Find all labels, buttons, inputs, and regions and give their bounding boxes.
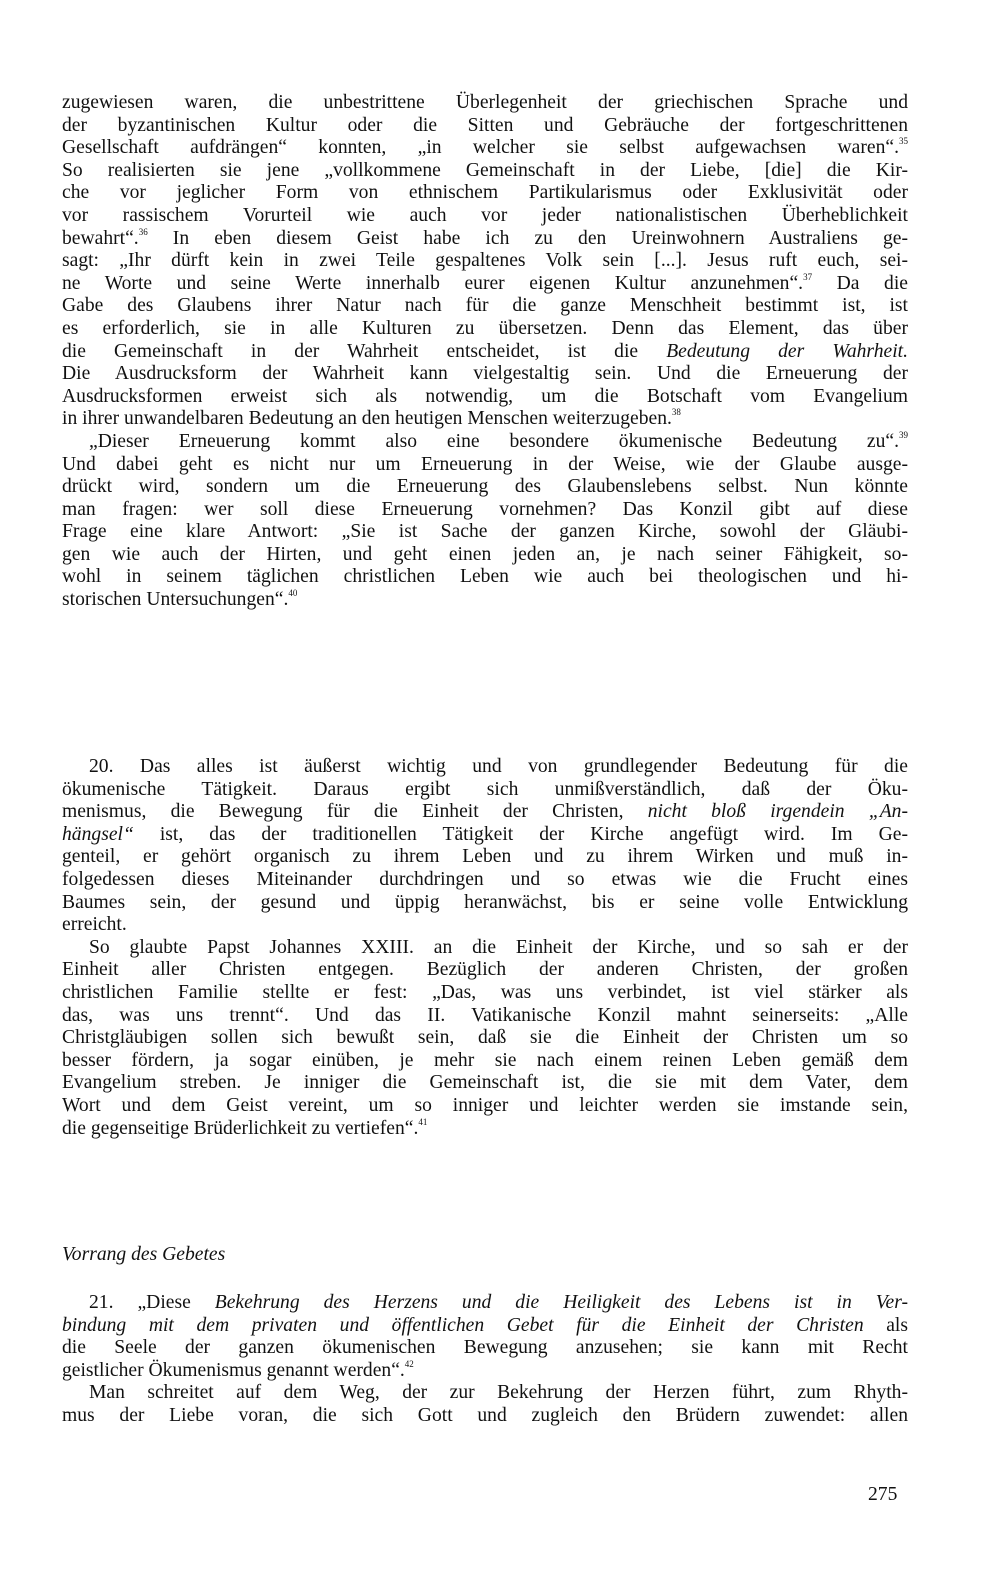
text-segment: Man schreitet auf dem Weg, der zur Bekehrung der Herzen führt, zum Rhyth- [89, 1382, 908, 1404]
text-segment: So glaubte Papst Johannes XXIII. an die Einheit der Kirche, und so sah er der [89, 936, 908, 958]
footnote-ref: 36 [138, 226, 148, 237]
text-line [62, 756, 908, 779]
text-segment: es erforderlich, sie in alle Kulturen zu übersetzen. Denn das Element, das über [62, 317, 908, 339]
text-segment: che vor jeglicher Form von ethnischem Partikularismus oder Exklusivität oder [62, 182, 908, 204]
text-line [62, 779, 908, 802]
text-segment: menismus, die Bewegung für die Einheit der Christen, [62, 801, 648, 823]
text-line [62, 914, 908, 937]
text-line [62, 250, 908, 273]
text-line [62, 1118, 908, 1141]
text-segment: Und dabei geht es nicht nur um Erneuerung in der Weise, wie der Glaube ausge- [62, 453, 908, 475]
text-segment: 20. Das alles ist äußerst wichtig und von grundlegender Bedeutung für die [89, 756, 908, 777]
text-line [62, 937, 908, 960]
text-line [62, 363, 908, 386]
text-line [62, 476, 908, 499]
text-line [62, 1005, 908, 1028]
text-line [62, 1027, 908, 1050]
text-line [62, 982, 908, 1005]
text-segment: man fragen: wer soll diese Erneuerung vornehmen? Das Konzil gibt auf diese [62, 498, 908, 520]
text-segment: die gegenseitige Brüderlichkeit zu vertiefen“. [62, 1117, 419, 1139]
footnote-ref: 38 [671, 407, 681, 418]
text-segment: Einheit aller Christen entgegen. Bezüglich der anderen Christen, der großen [62, 959, 908, 981]
text-line [62, 182, 908, 205]
italic-text: bindung mit dem privaten und öffentlichen Gebet für die Einheit der Christen [62, 1314, 864, 1336]
footnote-ref: 35 [899, 136, 908, 147]
footnote-ref: 39 [899, 429, 908, 440]
italic-text: Bekehrung des Herzens und die Heiligkeit des Lebens ist in Ver- [214, 1292, 908, 1313]
text-segment: Gabe des Glaubens ihrer Natur nach für die ganze Menschheit bestimmt ist, ist [62, 295, 908, 317]
text-segment: wohl in seinem täglichen christlichen Leben wie auch bei theologischen und hi- [62, 566, 908, 588]
text-line [62, 273, 908, 296]
italic-text: nicht bloß irgendein „An- [647, 801, 909, 823]
text-line [62, 1315, 908, 1338]
footnote-ref: 37 [803, 271, 813, 282]
text-segment: In eben diesem Geist habe ich zu den Ureinwohnern Australiens ge- [147, 227, 908, 249]
text-line [62, 1095, 908, 1118]
text-segment: Evangelium streben. Je inniger die Gemeinschaft ist, die sie mit dem Vater, dem [62, 1072, 908, 1094]
text-line [62, 589, 908, 612]
text-segment: ne Worte und seine Werte innerhalb eurer eigenen Kultur anzunehmen“. [62, 272, 804, 294]
text-segment: in ihrer unwandelbaren Bedeutung an den heutigen Menschen weiterzugeben. [62, 408, 672, 430]
text-segment: besser fördern, ja sogar einüben, je mehr sie nach einem reinen Leben gemäß dem [62, 1049, 908, 1071]
text-segment: vor rassischem Vorurteil wie auch vor jeder nationalistischen Überheblichkeit [62, 204, 908, 226]
text-segment: ökumenische Tätigkeit. Daraus ergibt sich unmißverständlich, daß der Öku- [62, 778, 908, 800]
text-segment: Wort und dem Geist vereint, um so inniger und leichter werden sie imstande sein, [62, 1094, 908, 1116]
text-line [62, 295, 908, 318]
text-line [62, 566, 908, 589]
text-line [62, 205, 908, 228]
text-line [62, 1360, 908, 1383]
text-segment: der byzantinischen Kultur oder die Sitten und Gebräuche der fortgeschrittenen [62, 114, 908, 136]
text-segment: Frage eine klare Antwort: „Sie ist Sache der ganzen Kirche, sowohl der Gläubi- [62, 521, 908, 543]
text-line [62, 521, 908, 544]
text-line [62, 228, 908, 251]
text-segment: gen wie auch der Hirten, und geht einen jeden an, je nach seiner Fähigkeit, so- [62, 543, 908, 565]
text-line [62, 869, 908, 892]
text-block-continuation [62, 92, 908, 612]
text-segment: Baumes sein, der gesund und üppig heranwächst, bis er seine volle Entwicklung [62, 891, 908, 913]
text-segment: 21. „Diese [89, 1292, 215, 1313]
text-line [62, 499, 908, 522]
text-segment: Ausdrucksformen erweist sich als notwendig, um die Botschaft vom Evangelium [62, 385, 908, 407]
text-segment: Da die [812, 272, 908, 294]
page-number: 275 [868, 1484, 898, 1505]
text-line [62, 959, 908, 982]
text-segment: drückt wird, sondern um die Erneuerung des Glaubenslebens selbst. Nun könnte [62, 476, 908, 498]
text-line [62, 386, 908, 409]
text-block-paragraph-21 [62, 1292, 908, 1428]
text-segment: die Seele der ganzen ökumenischen Bewegung anzusehen; sie kann mit Recht [62, 1337, 908, 1359]
text-line [62, 846, 908, 869]
text-segment: erreicht. [62, 914, 127, 936]
text-segment: zugewiesen waren, die unbestrittene Überlegenheit der griechischen Sprache und [62, 92, 908, 113]
text-segment: bewahrt“. [62, 227, 139, 249]
text-segment: mus der Liebe voran, die sich Gott und zugleich den Brüdern zuwendet: allen [62, 1404, 908, 1426]
text-line [62, 341, 908, 364]
footnote-ref: 40 [288, 588, 298, 599]
text-line [62, 801, 908, 824]
text-line [62, 1382, 908, 1405]
text-segment: als [863, 1314, 909, 1336]
text-line [62, 1405, 908, 1428]
text-line [62, 1050, 908, 1073]
text-line [62, 824, 908, 847]
text-segment: storischen Untersuchungen“. [62, 589, 289, 611]
text-segment: Gesellschaft aufdrängen“ konnten, „in welcher sie selbst aufgewachsen waren“. [62, 137, 899, 159]
text-block-paragraph-20 [62, 756, 908, 1140]
text-line [62, 1337, 908, 1360]
section-heading: Vorrang des Gebetes [62, 1244, 226, 1265]
text-line [62, 115, 908, 138]
text-segment: die Gemeinschaft in der Wahrheit entscheidet, ist die [62, 340, 667, 362]
text-segment: Christgläubigen sollen sich bewußt sein, daß sie die Einheit der Christen um so [62, 1027, 908, 1049]
text-line [62, 454, 908, 477]
text-line [62, 92, 908, 115]
text-line [62, 408, 908, 431]
text-segment: „Dieser Erneuerung kommt also eine besondere ökumenische Bedeutung zu“. [89, 430, 899, 452]
text-line [62, 892, 908, 915]
text-segment: folgedessen dieses Miteinander durchdringen und so etwas wie die Frucht eines [62, 868, 908, 890]
text-line [62, 160, 908, 183]
text-line [62, 318, 908, 341]
footnote-ref: 41 [418, 1116, 428, 1127]
text-segment: ist, das der traditionellen Tätigkeit der Kirche angefügt wird. Im Ge- [133, 823, 908, 845]
text-line [62, 137, 908, 160]
footnote-ref: 42 [404, 1358, 414, 1369]
italic-text: hängsel“ [62, 823, 134, 845]
text-segment: genteil, er gehört organisch zu ihrem Leben und zu ihrem Wirken und muß in- [62, 846, 908, 868]
text-segment: geistlicher Ökumenismus genannt werden“. [62, 1359, 405, 1381]
text-segment: das, was uns trennt“. Und das II. Vatikanische Konzil mahnt seinerseits: „Alle [62, 1004, 908, 1026]
text-line [62, 544, 908, 567]
italic-text: Bedeutung der Wahrheit. [666, 340, 908, 362]
text-segment: Die Ausdrucksform der Wahrheit kann vielgestaltig sein. Und die Erneuerung der [62, 363, 908, 385]
text-segment: So realisierten sie jene „vollkommene Gemeinschaft in der Liebe, [die] die Kir- [62, 159, 908, 181]
text-line [62, 431, 908, 454]
text-segment: sagt: „Ihr dürft kein in zwei Teile gespaltenes Volk sein [...]. Jesus ruft euch, sei- [62, 250, 908, 272]
text-line [62, 1072, 908, 1095]
text-line [62, 1292, 908, 1315]
text-segment: christlichen Familie stellte er fest: „Das, was uns verbindet, ist viel stärker als [62, 981, 908, 1003]
